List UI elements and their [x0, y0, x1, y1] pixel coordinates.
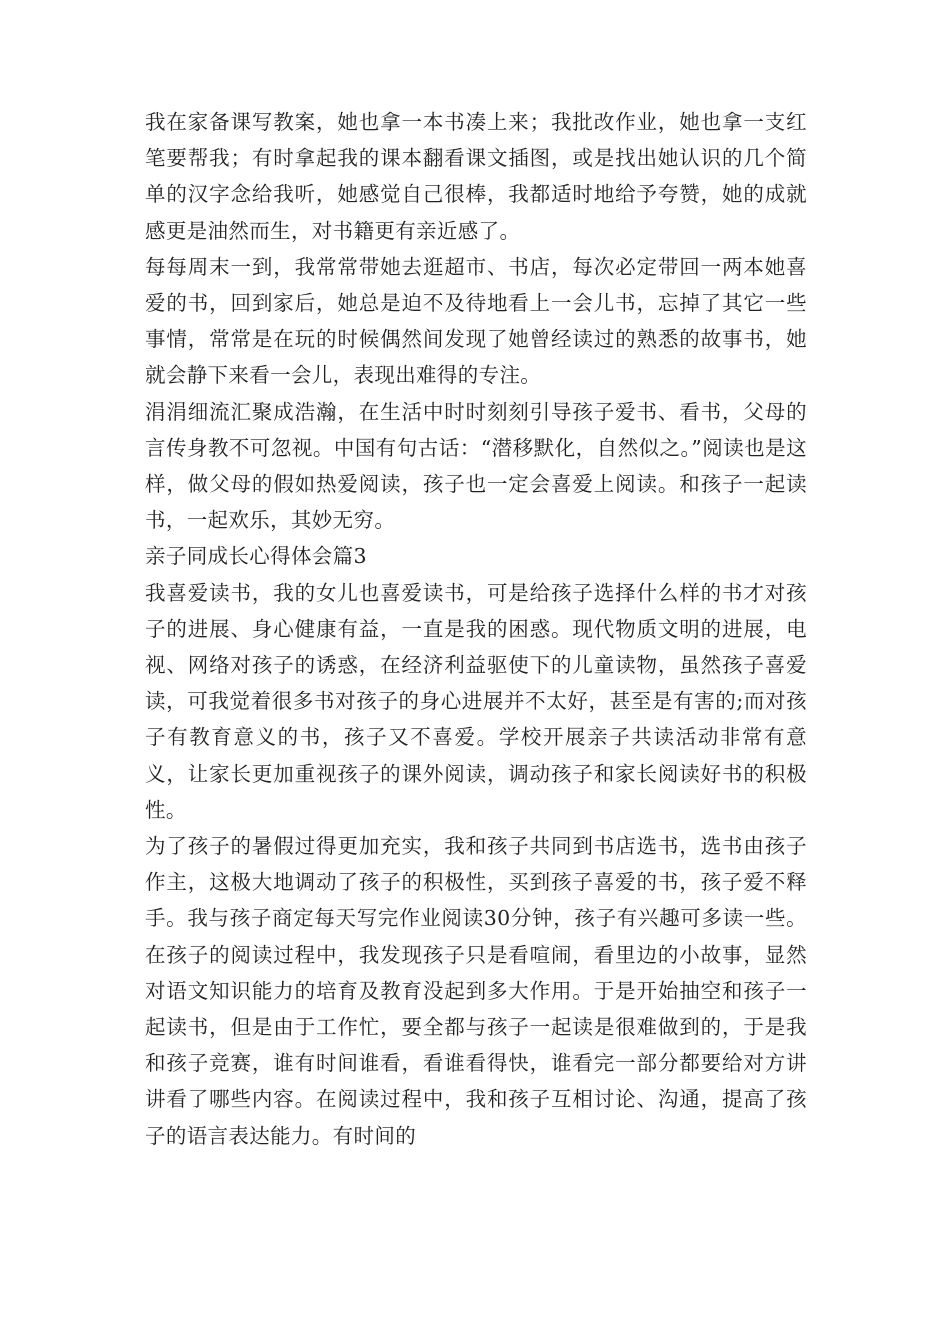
paragraph-2: 每每周末一到，我常常带她去逛超市、书店，每次必定带回一两本她喜爱的书，回到家后，她总是迫不及待地看上一会儿书，忘掉了其它一些事情，常常是在玩的时候偶然间发现了她曾经读过的熟悉的故事书，她就会静下来看一会儿，表现出难得的专注。: [145, 254, 807, 388]
document-body: [145, 104, 807, 1154]
paragraph-4: 我喜爱读书，我的女儿也喜爱读书，可是给孩子选择什么样的书才对孩子的进展、身心健康有益，一直是我的困惑。现代物质文明的进展，电视、网络对孩子的诱惑，在经济利益驱使下的儿童读物，虽然孩子喜爱读，可我觉着很多书对孩子的身心进展并不太好，甚至是有害的;而对孩子有教育意义的书，孩子又不喜爱。学校开展亲子共读活动非常有意义，让家长更加重视孩子的课外阅读，调动孩子和家长阅读好书的积极性。: [145, 580, 807, 822]
section-heading: 亲子同成长心得体会篇3: [145, 544, 367, 569]
paragraph-1: 我在家备课写教案，她也拿一本书凑上来；我批改作业，她也拿一支红笔要帮我；有时拿起我的课本翻看课文插图，或是找出她认识的几个简单的汉字念给我听，她感觉自己很棒，我都适时地给予夸赞，她的成就感更是油然而生，对书籍更有亲近感了。: [145, 110, 807, 243]
paragraph-5: 为了孩子的暑假过得更加充实，我和孩子共同到书店选书，选书由孩子作主，这极大地调动了孩子的积极性，买到孩子喜爱的书，孩子爱不释手。我与孩子商定每天写完作业阅读30分钟，孩子有兴趣可多读一些。在孩子的阅读过程中，我发现孩子只是看喧闹，看里边的小故事，显然对语文知识能力的培育及教育没起到多大作用。于是开始抽空和孩子一起读书，但是由于工作忙，要全都与孩子一起读是很难做到的，于是我和孩子竞赛，谁有时间谁看，看谁看得快，谁看完一部分都要给对方讲讲看了哪些内容。在阅读过程中，我和孩子互相讨论、沟通，提高了孩子的语言表达能力。有时间的: [145, 834, 807, 1148]
paragraph-3: 涓涓细流汇聚成浩瀚，在生活中时时刻刻引导孩子爱书、看书，父母的言传身教不可忽视。中国有句古话：“潜移默化，自然似之。”阅读也是这样，做父母的假如热爱阅读，孩子也一定会喜爱上阅读。和孩子一起读书，一起欢乐，其妙无穷。: [145, 399, 807, 533]
